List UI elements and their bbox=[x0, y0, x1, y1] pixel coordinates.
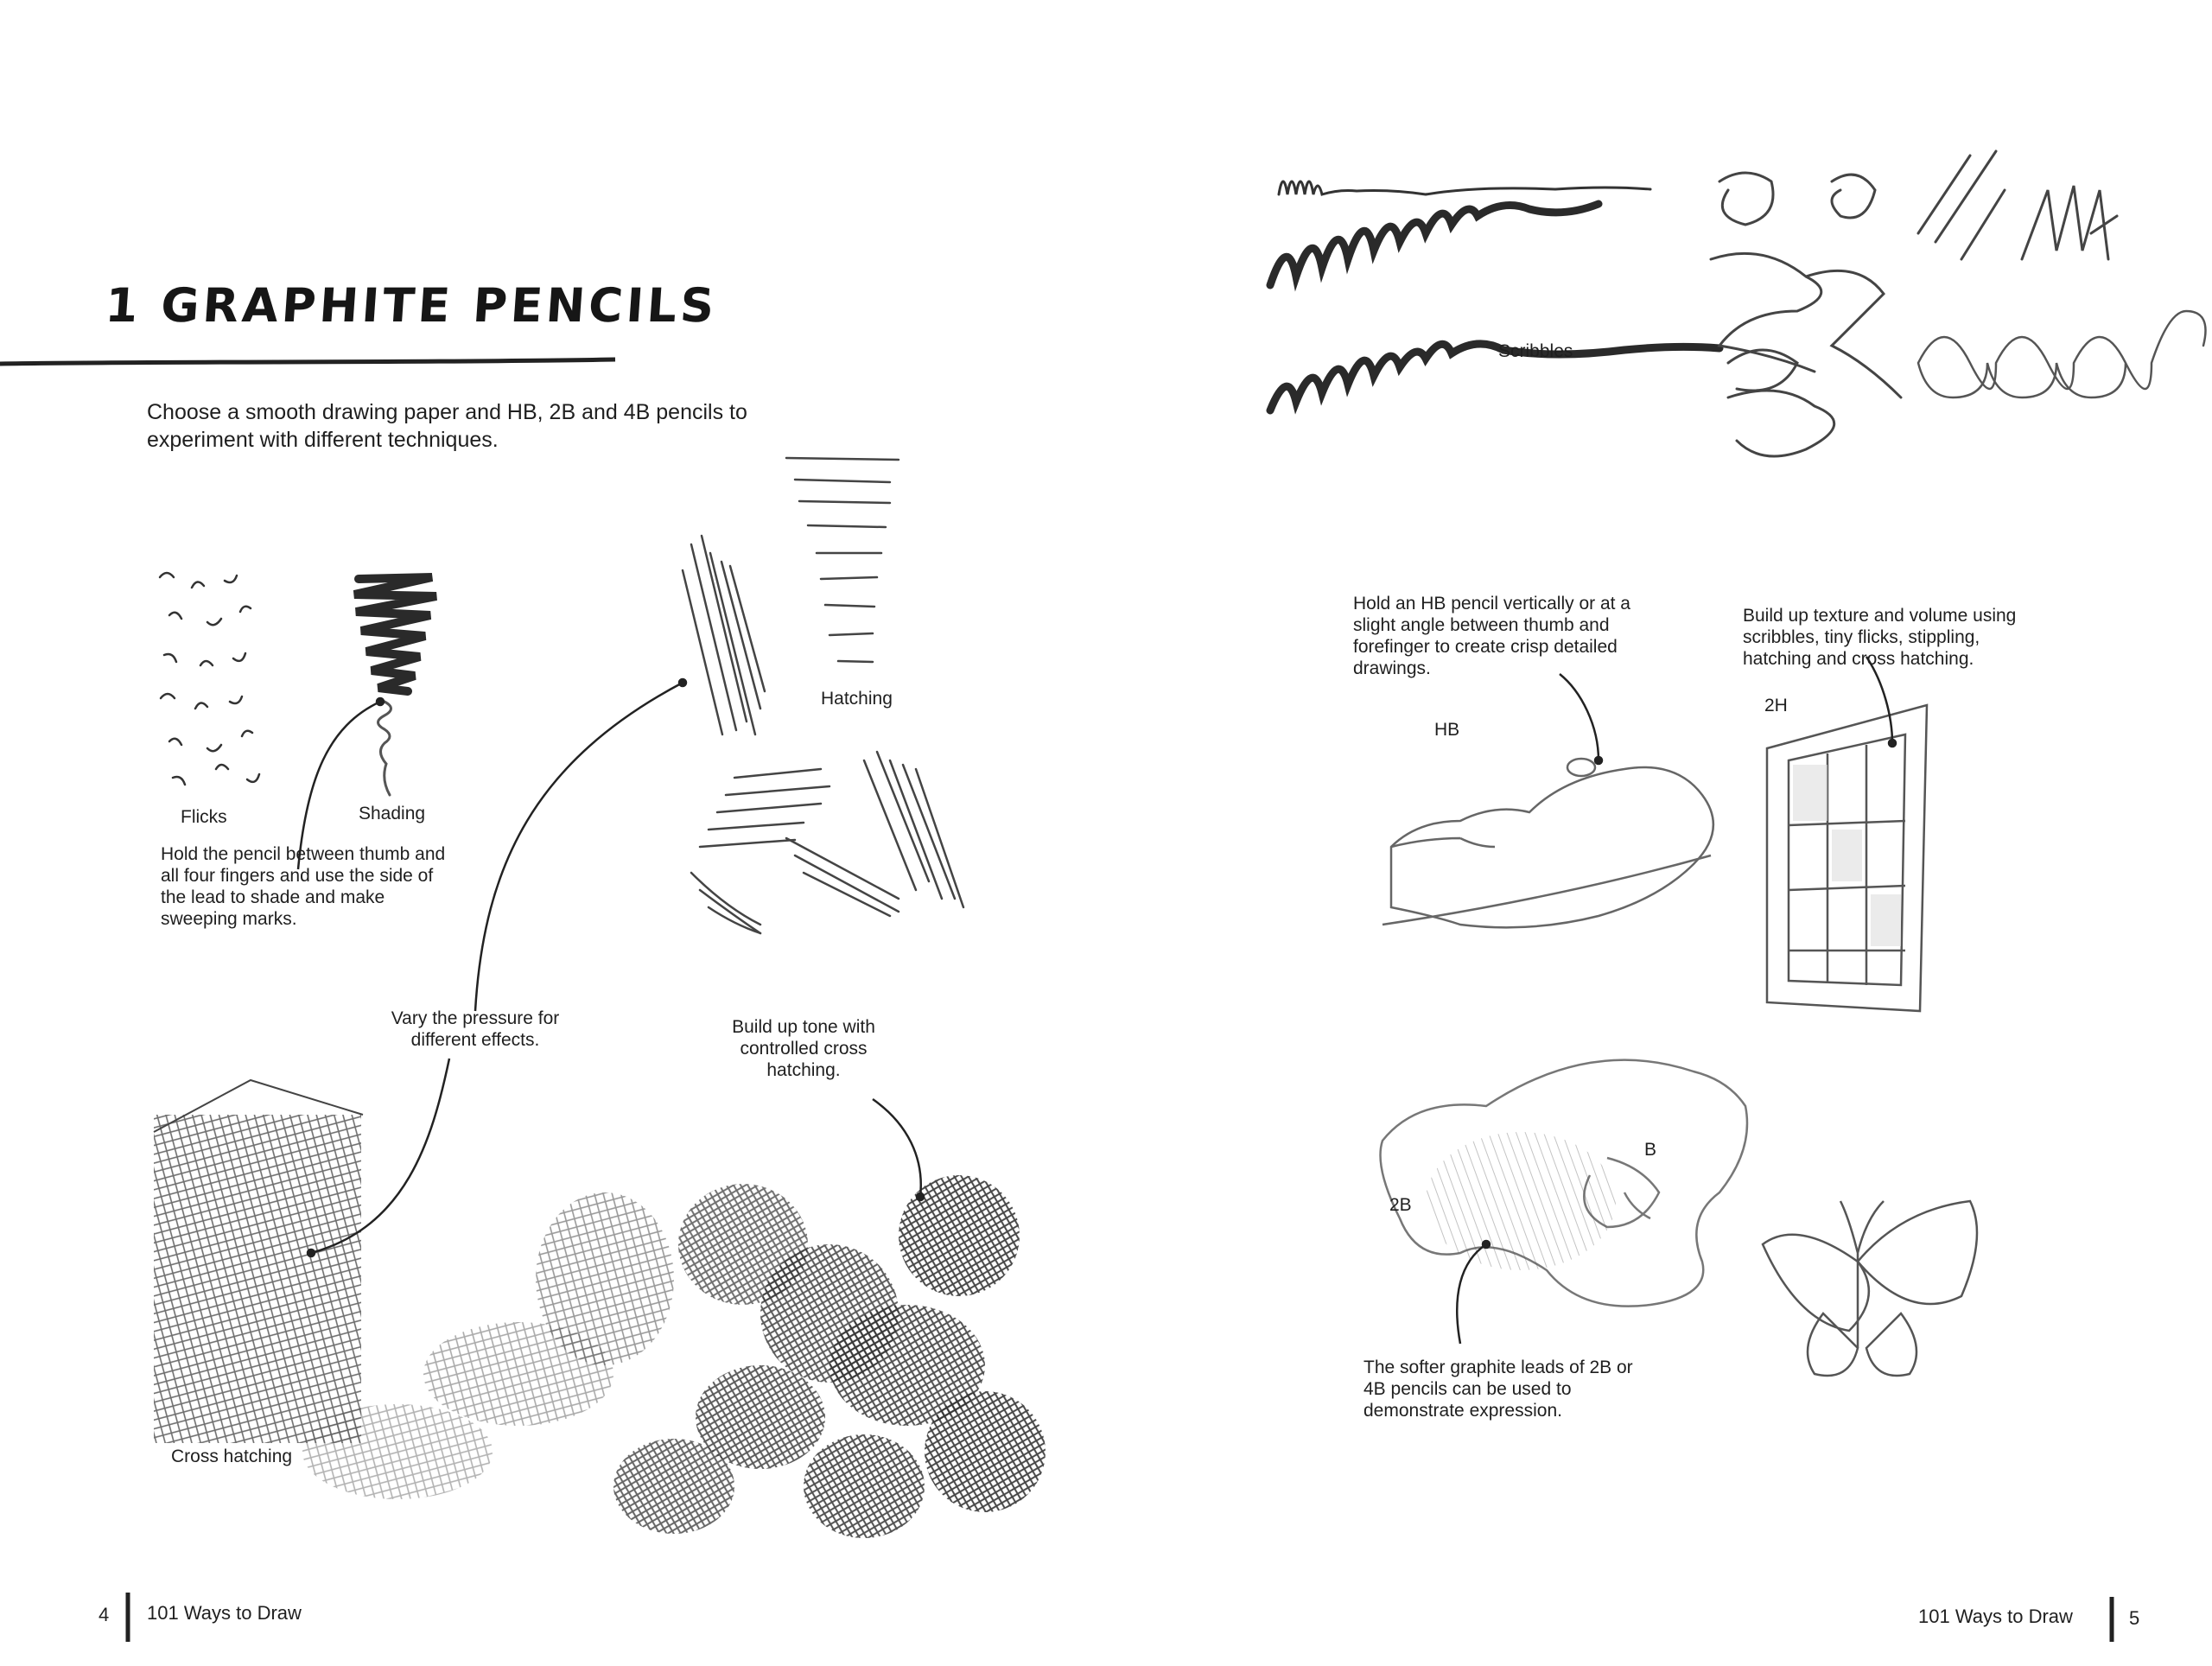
intro-text: Choose a smooth drawing paper and HB, 2B and 4B pencils to experiment with different techniques. bbox=[147, 400, 747, 452]
footer-page-number-left: 4 bbox=[99, 1604, 110, 1625]
shading-sketch bbox=[354, 577, 436, 795]
footer-book-title-left: 101 Ways to Draw bbox=[147, 1602, 302, 1624]
title-underline bbox=[0, 359, 615, 364]
label-b: B bbox=[1644, 1140, 1657, 1160]
label-shading: Shading bbox=[359, 804, 426, 823]
footer-book-title-right: 101 Ways to Draw bbox=[1918, 1606, 2073, 1627]
note-build-texture: Build up texture and volume using scribbles, tiny flicks, stippling, hatching and cross hatching. bbox=[1743, 606, 2017, 669]
label-2b: 2B bbox=[1389, 1195, 1412, 1215]
butterfly-sketch bbox=[1763, 1201, 1977, 1376]
label-hatching: Hatching bbox=[821, 689, 893, 709]
label-scribbles: Scribbles bbox=[1498, 341, 1573, 361]
note-build-tone: Build up tone with controlled cross hatching. bbox=[732, 1017, 875, 1080]
page-title: 1 GRAPHITE PENCILS bbox=[103, 278, 720, 333]
goose-head-sketch bbox=[1382, 759, 1713, 927]
label-hb: HB bbox=[1434, 720, 1460, 740]
connector-lines-left bbox=[298, 679, 924, 1256]
scribbles-sketch bbox=[1270, 151, 2206, 456]
note-hold-pencil: Hold the pencil between thumb and all four fingers and use the side of the lead to shade and make sweeping marks. bbox=[161, 844, 446, 929]
flicks-sketch bbox=[160, 573, 259, 785]
note-hold-hb: Hold an HB pencil vertically or at a slight angle between thumb and forefinger to create crisp detailed drawings. bbox=[1353, 594, 1630, 678]
note-vary-pressure: Vary the pressure for different effects. bbox=[391, 1008, 560, 1050]
label-flicks: Flicks bbox=[181, 807, 227, 827]
tone-cloud-sketch bbox=[302, 1175, 1046, 1538]
label-2h: 2H bbox=[1764, 696, 1788, 715]
footer-page-number-right: 5 bbox=[2129, 1607, 2140, 1629]
cross-hatching-sketch bbox=[154, 1115, 361, 1443]
label-cross-hatching: Cross hatching bbox=[171, 1447, 293, 1466]
note-softer-leads: The softer graphite leads of 2B or 4B pencils can be used to demonstrate expression. bbox=[1363, 1358, 1633, 1421]
